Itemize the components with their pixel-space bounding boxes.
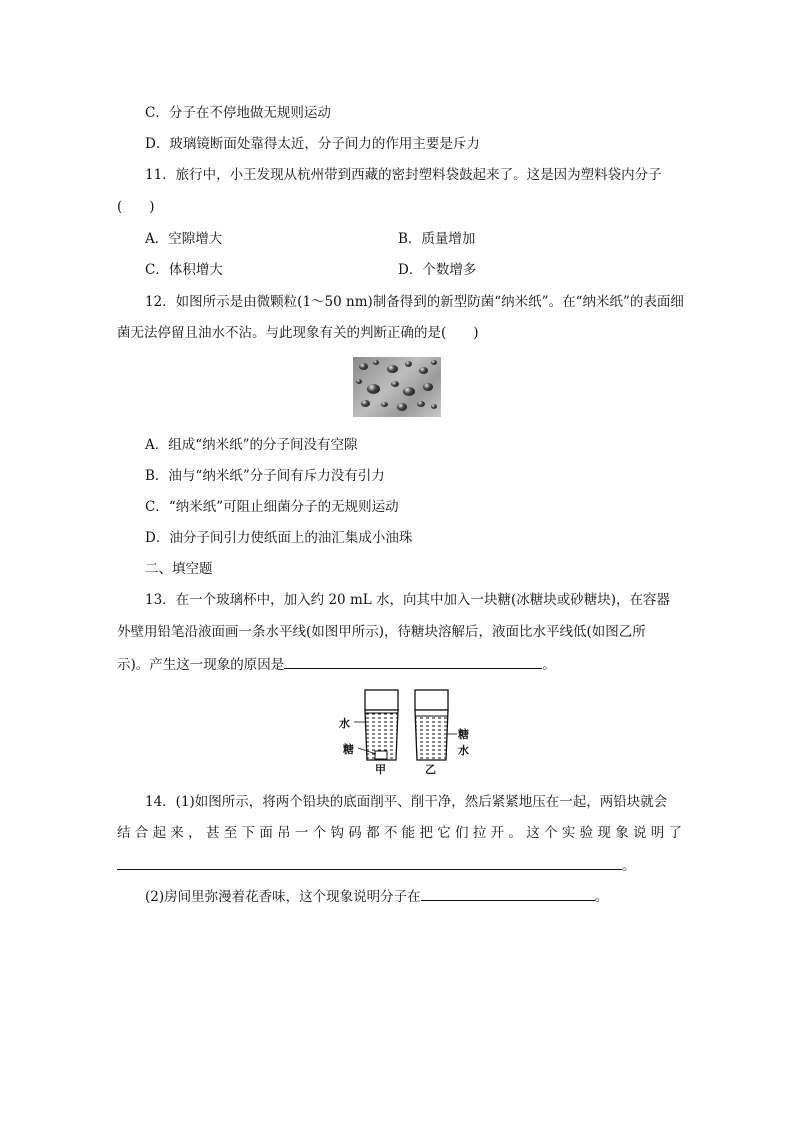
sugar-cups-figure	[336, 688, 476, 778]
question-13-line3	[117, 654, 556, 674]
option-12a: A．组成“纳米纸”的分子间没有空隙	[145, 437, 358, 453]
option-11a: A．空隙增大	[145, 231, 223, 247]
sugar-cups-diagram	[336, 688, 476, 774]
option-10c: C．分子在不停地做无规则运动	[145, 105, 331, 121]
answer-blank-14-2[interactable]	[421, 886, 595, 901]
question-11-stem: 11．旅行中，小王发现从杭州带到西藏的密封塑料袋鼓起来了。这是因为塑料袋内分子	[145, 167, 662, 183]
question-14-line1: 14．(1)如图所示，将两个铅块的底面削平、削干净，然后紧紧地压在一起，两铅块就会	[145, 794, 668, 810]
option-12c: C．“纳米纸”可阻止细菌分子的无规则运动	[145, 499, 399, 515]
option-11d: D．个数增多	[398, 262, 477, 278]
question-14-line2: 结 合 起 来 ， 甚 至 下 面 吊 一 个 钩 码 都 不 能 把 它 们 拉 开 。 这 个 实 验 现 象 说 明 了	[117, 825, 683, 841]
question-12-stem-line1: 12．如图所示是由微颗粒(1～50 nm)制备得到的新型防菌“纳米纸”。在“纳米纸”的表面细	[145, 294, 684, 310]
question-14-line3	[117, 855, 636, 875]
option-11b: B．质量增加	[398, 231, 476, 247]
cup-a	[354, 690, 398, 760]
question-13-line3-text: 示)。产生这一现象的原因是	[117, 657, 285, 673]
answer-blank-14-1[interactable]	[117, 855, 622, 870]
question-12-stem-line2: 菌无法停留且油水不沾。与此现象有关的判断正确的是( )	[117, 325, 479, 341]
question-13-period: 。	[542, 657, 556, 673]
question-14-period: 。	[622, 858, 636, 874]
cup-b-label: 乙	[425, 763, 436, 776]
answer-blank-13[interactable]	[284, 654, 542, 669]
cup-a-label: 甲	[375, 763, 386, 776]
question-13-line1: 13．在一个玻璃杯中，加入约 20 mL 水，向其中加入一块糖(冰糖块或砂糖块)，在容器	[145, 592, 671, 608]
option-11c: C．体积增大	[145, 262, 223, 278]
question-13-line2: 外壁用铅笔沿液面画一条水平线(如图甲所示)，待糖块溶解后，液面比水平线低(如图乙所	[117, 624, 646, 640]
sugar-label: 糖	[343, 743, 354, 756]
sugar-water-label: 糖水	[458, 728, 469, 757]
water-label: 水	[339, 717, 350, 730]
question-14-part2-period: 。	[594, 889, 609, 905]
option-12b: B．油与“纳米纸”分子间有斥力没有引力	[145, 468, 385, 484]
section-fill-in-heading: 二、填空题	[145, 561, 213, 577]
option-12d: D．油分子间引力使纸面上的油汇集成小油珠	[145, 530, 413, 546]
option-10d: D．玻璃镜断面处靠得太近，分子间力的作用主要是斥力	[145, 136, 480, 152]
question-11-paren: ( )	[117, 199, 155, 215]
question-14-part2	[145, 886, 608, 906]
nano-paper-photo	[353, 357, 441, 417]
cup-b	[415, 690, 457, 760]
question-14-part2-text: (2)房间里弥漫着花香味，这个现象说明分子在	[145, 889, 421, 905]
